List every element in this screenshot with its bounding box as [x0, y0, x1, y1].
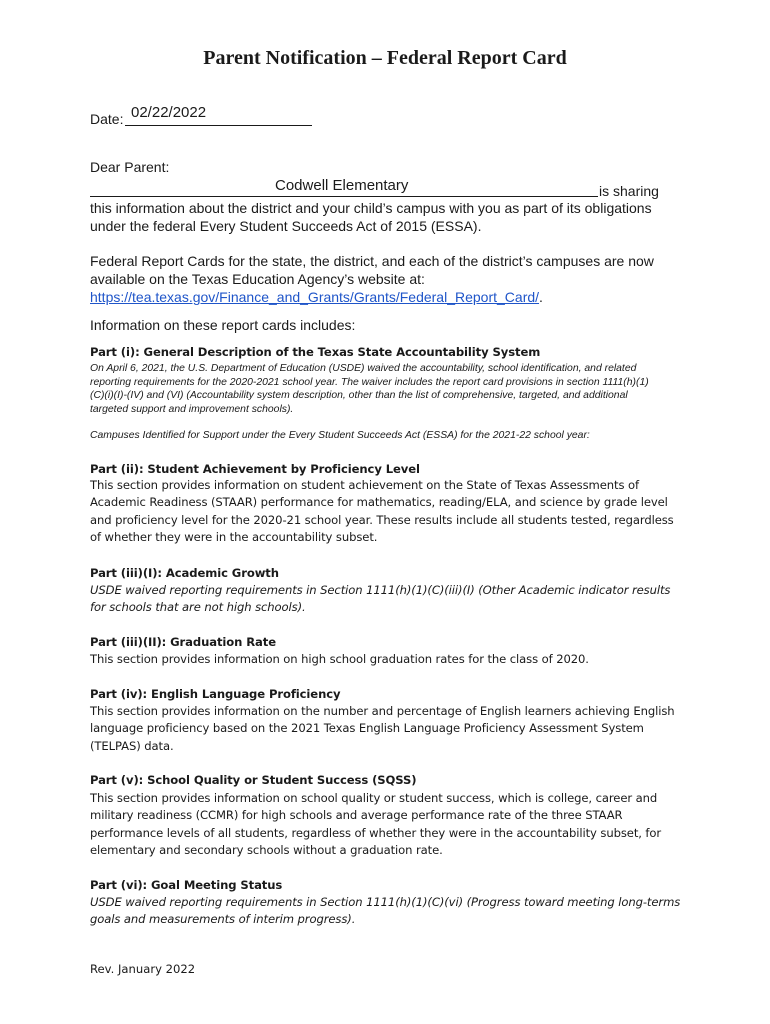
section-body: This section provides information on high school graduation rates for the class of 2020.	[90, 652, 589, 666]
section-body: USDE waived reporting requirements in Section 1111(h)(1)(C)(vi) (Progress toward meeting long-terms goals and measurements of interim progress).	[90, 895, 681, 927]
section-body: USDE waived reporting requirements in Section 1111(h)(1)(C)(iii)(I) (Other Academic indicator results for schools that are not high schools).	[90, 583, 671, 615]
section-heading: Part (iii)(I): Academic Growth	[90, 566, 279, 580]
includes-intro: Information on these report cards includes:	[90, 317, 356, 333]
date-label: Date:	[90, 111, 124, 127]
date-field[interactable]: 02/22/2022	[131, 104, 207, 121]
section-heading: Part (i): General Description of the Texas State Accountability System	[90, 345, 541, 359]
report-card-link[interactable]: https://tea.texas.gov/Finance_and_Grants/Grants/Federal_Report_Card/	[90, 289, 540, 305]
campus-name-field[interactable]: Codwell Elementary	[275, 177, 409, 194]
greeting: Dear Parent:	[90, 159, 170, 175]
link-period: .	[539, 289, 543, 305]
section-heading: Part (iii)(II): Graduation Rate	[90, 635, 276, 649]
section-body: On April 6, 2021, the U.S. Department of Education (USDE) waived the accountability, school identification, and related reporting requirements for the 2020-2021 school year. The waiver includes the report card provisions in section 1111(h)(1)(C)(i)(I)-(IV) and (VI) (Accountability system description, other than the list of comprehensive, targeted, and additional targeted support and improvement schools).	[90, 363, 649, 415]
section-heading: Part (iv): English Language Proficiency	[90, 687, 341, 701]
section-heading: Part (vi): Goal Meeting Status	[90, 878, 283, 892]
section-body: This section provides information on the number and percentage of English learners achieving English language proficiency based on the 2021 Texas English Language Proficiency Assessment System (TELPAS) data.	[90, 704, 675, 753]
intro-paragraph: this information about the district and your child’s campus with you as part of its obligations under the federal Every Student Succeeds Act of 2015 (ESSA).	[90, 200, 652, 234]
campus-underline	[90, 195, 598, 197]
sharing-suffix: is sharing	[599, 183, 659, 199]
section-body: This section provides information on school quality or student success, which is college, career and military readiness (CCMR) for high schools and average performance rate of the three STAAR performance levels of all students, regardless of whether they were in the accountability subset, for elementary and secondary schools without a graduation rate.	[90, 791, 662, 858]
availability-paragraph	[90, 252, 675, 306]
section-body: This section provides information on student achievement on the State of Texas Assessments of Academic Readiness (STAAR) performance for mathematics, reading/ELA, and science by grade level and proficiency level for the 2020-21 school year. These results include all students tested, regardless of whether they were in the accountability subset.	[90, 478, 674, 545]
section-heading: Part (v): School Quality or Student Success (SQSS)	[90, 773, 417, 787]
availability-text: Federal Report Cards for the state, the district, and each of the district’s campuses are now available on the Texas Education Agency’s website at:	[90, 253, 654, 287]
section-heading: Part (ii): Student Achievement by Proficiency Level	[90, 462, 420, 476]
page-title: Parent Notification – Federal Report Card	[203, 47, 567, 69]
date-underline	[125, 124, 312, 126]
footer-revision: Rev. January 2022	[90, 962, 196, 976]
section-note: Campuses Identified for Support under the Every Student Succeeds Act (ESSA) for the 2021-22 school year:	[90, 430, 590, 441]
